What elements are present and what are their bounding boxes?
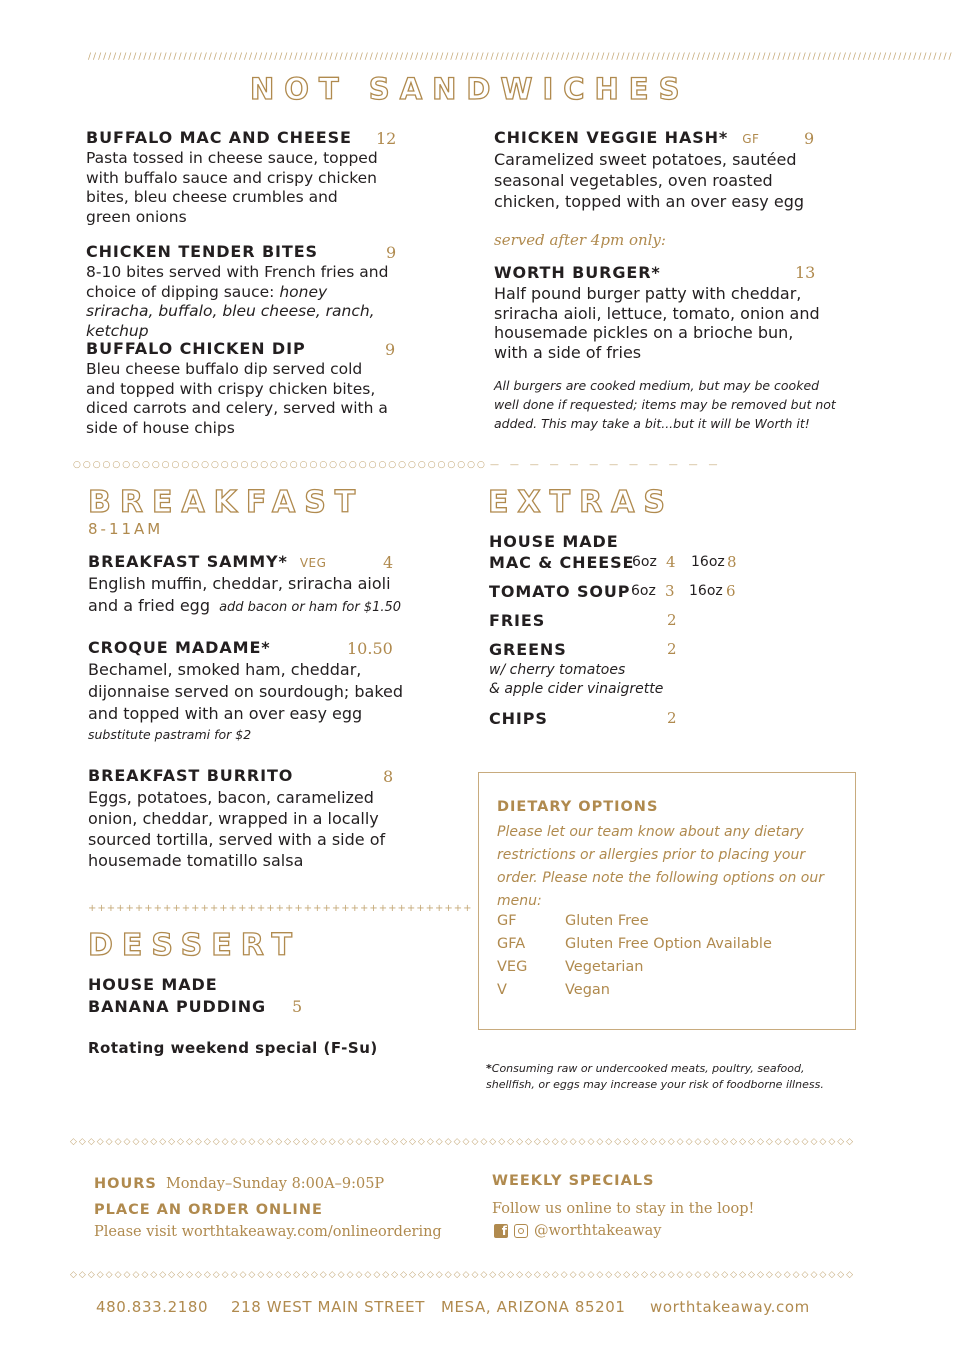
menu-item-buffalo-mac: [86, 128, 386, 227]
item-name: BREAKFAST BURRITO: [88, 766, 294, 785]
item-description: Half pound burger patty with cheddar, sriracha aioli, lettuce, tomato, onion and housemade pickles on a brioche bun, with a side of fries: [494, 284, 820, 362]
divider-right: — — — — — — — — — — — —: [490, 460, 722, 470]
foodborne-disclaimer: *Consuming raw or undercooked meats, poultry, seafood, shellfish, or eggs may increase your risk of foodborne illness.: [486, 1062, 824, 1091]
item-name: HOUSE MADE: [88, 975, 218, 994]
menu-item-breakfast-burrito: [88, 766, 428, 871]
facebook-icon[interactable]: f: [494, 1224, 508, 1238]
legend-row: V Vegan: [497, 982, 610, 998]
item-addon: add bacon or ham for $1.50: [219, 600, 402, 615]
weekly-specials-text: Follow us online to stay in the loop!: [492, 1201, 755, 1217]
item-name: CHICKEN TENDER BITES: [86, 242, 318, 261]
website-link[interactable]: worthtakeaway.com: [650, 1298, 810, 1316]
extra-tomato-soup: TOMATO SOUP 6oz 3 16oz 6: [489, 582, 736, 601]
menu-item-buffalo-chicken-dip: [86, 339, 396, 438]
item-price: 9: [804, 129, 815, 148]
footer-divider-top: ◇◇◇◇◇◇◇◇◇◇◇◇◇◇◇◇◇◇◇◇◇◇◇◇◇◇◇◇◇◇◇◇◇◇◇◇◇◇◇◇◇◇◇◇◇◇◇◇◇◇◇◇◇◇◇◇◇◇◇◇◇◇◇◇◇◇◇◇◇◇◇◇◇◇◇◇◇◇◇◇◇◇◇◇◇◇◇◇: [70, 1137, 856, 1147]
item-name: BREAKFAST SAMMY* VEG: [88, 552, 327, 571]
item-price: 9: [386, 243, 397, 262]
menu-item-chicken-veggie-hash: [494, 128, 814, 212]
section-title-not-sandwiches: NOT SANDWICHES: [250, 72, 690, 106]
item-price: 5: [292, 997, 303, 1016]
greens-note-2: & apple cider vinaigrette: [489, 681, 664, 697]
section-title-dessert: DESSERT: [88, 928, 301, 963]
menu-item-worth-burger: [494, 263, 824, 362]
section-title-extras: EXTRAS: [488, 485, 675, 520]
weekly-specials-label: WEEKLY SPECIALS: [492, 1173, 655, 1189]
extra-chips: CHIPS 2: [489, 709, 677, 728]
hours: HOURS Monday–Sunday 8:00A–9:05P: [94, 1176, 385, 1192]
dietary-title: DIETARY OPTIONS: [497, 799, 659, 815]
phone-number[interactable]: 480.833.2180: [96, 1298, 209, 1316]
item-addon: substitute pastrami for $2: [88, 727, 252, 742]
section-title-breakfast: BREAKFAST: [88, 485, 365, 520]
greens-note-1: w/ cherry tomatoes: [489, 662, 626, 678]
after-4pm-label: served after 4pm only:: [494, 231, 666, 249]
order-online-link[interactable]: Please visit worthtakeaway.com/onlineordering: [94, 1224, 442, 1240]
item-price: 4: [383, 553, 394, 572]
breakfast-hours: 8-11AM: [88, 520, 164, 538]
city-address: MESA, ARIZONA 85201: [441, 1298, 626, 1316]
burger-note: All burgers are cooked medium, but may be cooked well done if requested; items may be removed but not added. This may take a bit...but it will be Worth it!: [494, 378, 836, 431]
extra-fries: FRIES 2: [489, 611, 677, 630]
item-price: 10.50: [347, 639, 393, 658]
item-name: CHICKEN VEGGIE HASH* GF: [494, 128, 760, 147]
divider-dessert: +++++++++++++++++++++++++++++++++++++++++: [88, 903, 473, 914]
diet-tag: VEG: [299, 556, 327, 570]
item-price: 13: [795, 263, 816, 282]
instagram-icon[interactable]: [514, 1224, 528, 1238]
legend-row: VEG Vegetarian: [497, 959, 644, 975]
social-row: [494, 1223, 661, 1239]
footer-divider-bottom: ◇◇◇◇◇◇◇◇◇◇◇◇◇◇◇◇◇◇◇◇◇◇◇◇◇◇◇◇◇◇◇◇◇◇◇◇◇◇◇◇◇◇◇◇◇◇◇◇◇◇◇◇◇◇◇◇◇◇◇◇◇◇◇◇◇◇◇◇◇◇◇◇◇◇◇◇◇◇◇◇◇◇◇◇◇◇◇◇: [70, 1270, 856, 1280]
extra-mac-cheese: MAC & CHEESE 6oz 4 16oz 8: [489, 553, 737, 572]
dietary-text: Please let our team know about any dietary restrictions or allergies prior to placing your order. Please note the following options on our menu:: [497, 824, 824, 909]
item-name: BUFFALO CHICKEN DIP: [86, 339, 306, 358]
item-description: English muffin, cheddar, sriracha aioli and a fried egg add bacon or ham for $1.50: [88, 574, 402, 615]
item-price: 9: [385, 340, 396, 359]
item-name: BANANA PUDDING: [88, 997, 267, 1016]
menu-item-breakfast-sammy: [88, 552, 418, 619]
item-name: CROQUE MADAME*: [88, 638, 271, 657]
item-price: 12: [376, 129, 397, 148]
menu-item-chicken-tender-bites: [86, 242, 396, 341]
item-description: Bechamel, smoked ham, cheddar, dijonnaise served on sourdough; baked and topped with an over easy egg: [88, 660, 404, 723]
menu-item-banana-pudding: [88, 975, 388, 1016]
legend-row: GFA Gluten Free Option Available: [497, 936, 772, 952]
weekend-special: Rotating weekend special (F-Su): [88, 1039, 378, 1057]
legend-row: GF Gluten Free: [497, 913, 649, 929]
item-description: Eggs, potatoes, bacon, caramelized onion, cheddar, wrapped in a locally sourced tortilla, served with a side of housemade tomatillo salsa: [88, 788, 386, 870]
item-description: Bleu cheese buffalo dip served cold and topped with crispy chicken bites, diced carrots and celery, served with a side of house chips: [86, 360, 388, 437]
item-description: 8-10 bites served with French fries and choice of dipping sauce: honey sriracha, buffalo, bleu cheese, ranch, ketchup: [86, 263, 389, 340]
item-name: BUFFALO MAC AND CHEESE: [86, 128, 352, 147]
social-handle[interactable]: @worthtakeaway: [534, 1223, 662, 1239]
top-divider: ////////////////////////////////////////////////////////////////////////////////////////////////////////////////////////////////////////////////////////////////////////////: [88, 52, 954, 62]
dietary-options-box: [478, 772, 856, 1030]
item-description: Pasta tossed in cheese sauce, topped with buffalo sauce and crispy chicken bites, bleu cheese crumbles and green onions: [86, 149, 378, 226]
extra-greens: GREENS 2: [489, 640, 677, 659]
order-online-label: PLACE AN ORDER ONLINE: [94, 1202, 323, 1218]
item-price: 8: [383, 767, 394, 786]
item-description: Caramelized sweet potatoes, sautéed seasonal vegetables, oven roasted chicken, topped with an over easy egg: [494, 150, 805, 211]
diet-tag: GF: [742, 132, 760, 146]
item-name: WORTH BURGER*: [494, 263, 661, 282]
extra-mac-cheese-label: HOUSE MADE: [489, 532, 619, 551]
street-address: 218 WEST MAIN STREET: [231, 1298, 425, 1316]
divider-left: ○○○○○○○○○○○○○○○○○○○○○○○○○○○○○○○○○○○○○○○○○○: [73, 460, 487, 470]
